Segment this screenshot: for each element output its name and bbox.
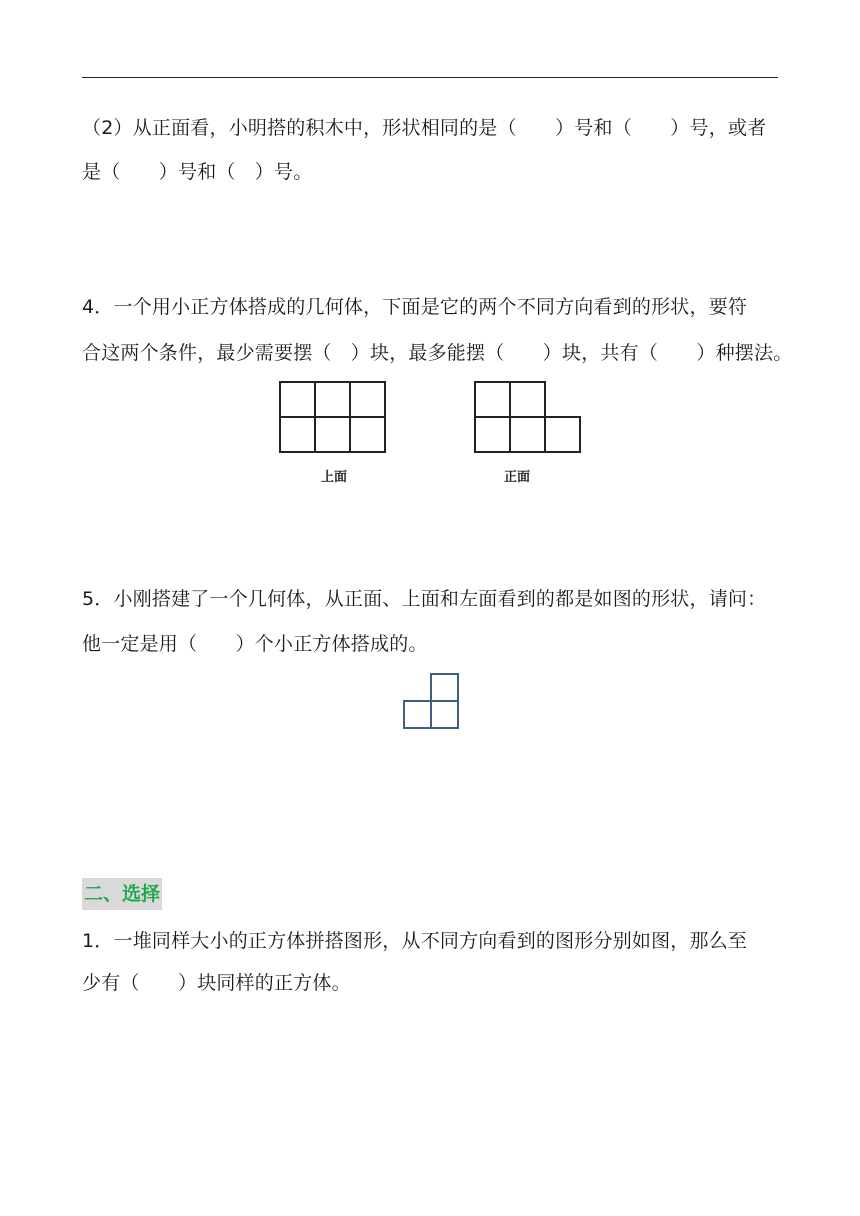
- q5-figure: [402, 672, 462, 730]
- q4-line2: 合这两个条件，最少需要摆（ ）块，最多能摆（ ）块，共有（ ）种摆法。: [82, 342, 793, 364]
- q4-front-view-label: 正面: [504, 470, 531, 485]
- front-view-square: [510, 417, 545, 452]
- q4-top-view-figure: [278, 380, 388, 454]
- q5-line2: 他一定是用（ ）个小正方体搭成的。: [82, 633, 428, 655]
- top-view-square: [280, 382, 315, 417]
- header-rule: [82, 77, 778, 78]
- front-view-square: [475, 382, 510, 417]
- top-view-square: [315, 382, 350, 417]
- front-view-square: [510, 382, 545, 417]
- section-heading-choice: 二、选择: [82, 878, 162, 910]
- top-view-square: [350, 382, 385, 417]
- q4-top-view-label: 上面: [321, 470, 348, 485]
- q3-part2-line1: （2）从正面看，小明搭的积木中，形状相同的是（ ）号和（ ）号，或者: [82, 117, 767, 139]
- q4-front-view-figure: [473, 380, 583, 454]
- q5-line1: 5．小刚搭建了一个几何体，从正面、上面和左面看到的都是如图的形状，请问：: [82, 588, 767, 610]
- front-view-square: [545, 417, 580, 452]
- q4-line1: 4．一个用小正方体搭成的几何体，下面是它的两个不同方向看到的形状，要符: [82, 296, 748, 318]
- q2-1-line1: 1．一堆同样大小的正方体拼搭图形，从不同方向看到的图形分别如图，那么至: [82, 930, 748, 952]
- q5-square: [431, 674, 458, 701]
- top-view-square: [280, 417, 315, 452]
- q5-square: [431, 701, 458, 728]
- front-view-square: [475, 417, 510, 452]
- top-view-square: [350, 417, 385, 452]
- q2-1-line2: 少有（ ）块同样的正方体。: [82, 972, 351, 994]
- q3-part2-line2: 是（ ）号和（ ）号。: [82, 161, 313, 183]
- q5-square: [404, 701, 431, 728]
- top-view-square: [315, 417, 350, 452]
